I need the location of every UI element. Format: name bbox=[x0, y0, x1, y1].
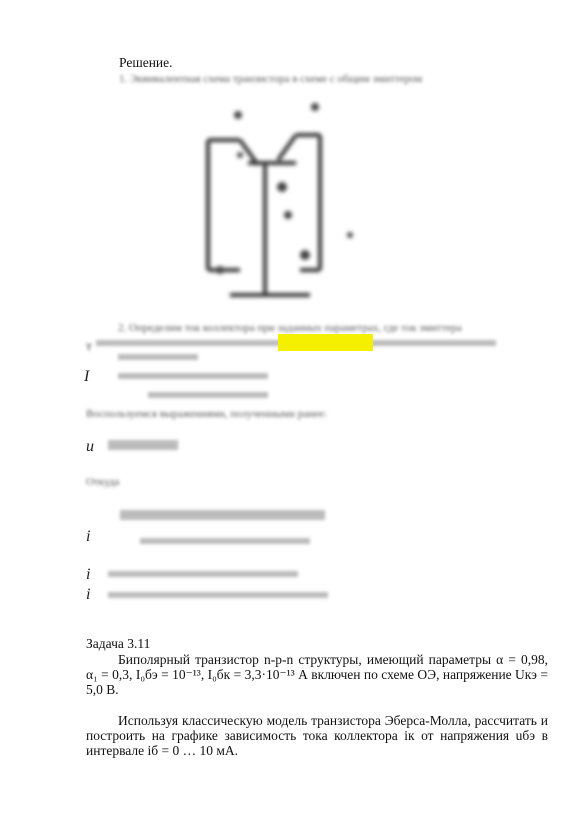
formula-symbol: i bbox=[86, 586, 91, 603]
formula-symbol: u bbox=[86, 438, 94, 455]
task-paragraph: Используя классическую модель транзистора Эберса-Молла, рассчитать и построить на графике зависимость тока коллектора iк от напряжения uбэ в интервале iб = 0 … 10 мА. bbox=[86, 713, 548, 758]
formula-symbol: i bbox=[86, 566, 91, 583]
formula-symbol: i bbox=[86, 528, 91, 545]
task-title: Задача 3.11 bbox=[86, 636, 151, 651]
blurred-formula bbox=[120, 510, 325, 520]
blurred-text-line: Откуда bbox=[86, 476, 120, 488]
blurred-formula bbox=[140, 538, 310, 544]
blurred-formula bbox=[148, 392, 268, 398]
solution-heading: Решение. bbox=[119, 55, 173, 70]
circuit-diagram bbox=[200, 95, 360, 305]
blurred-formula bbox=[108, 592, 328, 598]
formula-symbol: I bbox=[84, 368, 90, 385]
highlighted-text bbox=[278, 334, 373, 351]
blurred-text-line: 1. Эквивалентная схема транзистора в схеме с общим эмиттером bbox=[119, 73, 423, 85]
blurred-formula bbox=[108, 571, 298, 577]
blurred-text-line: т bbox=[86, 338, 92, 353]
blurred-formula bbox=[108, 440, 178, 450]
task-paragraph: Биполярный транзистор n-p-n структуры, имеющий параметры α = 0,98, α₁ = 0,3, I₀бэ = 10⁻¹³, I₀бк = 3,3·10⁻¹³ А включен по схеме ОЭ, напряжение Uкэ = 5,0 В. bbox=[86, 652, 548, 697]
blurred-text-line: 2. Определим ток коллектора при заданных параметрах, где ток эмиттера bbox=[118, 322, 462, 334]
blurred-text-line: Воспользуемся выражениями, полученными ранее: bbox=[86, 408, 327, 420]
blurred-text-line bbox=[118, 354, 198, 360]
blurred-formula bbox=[118, 373, 268, 379]
